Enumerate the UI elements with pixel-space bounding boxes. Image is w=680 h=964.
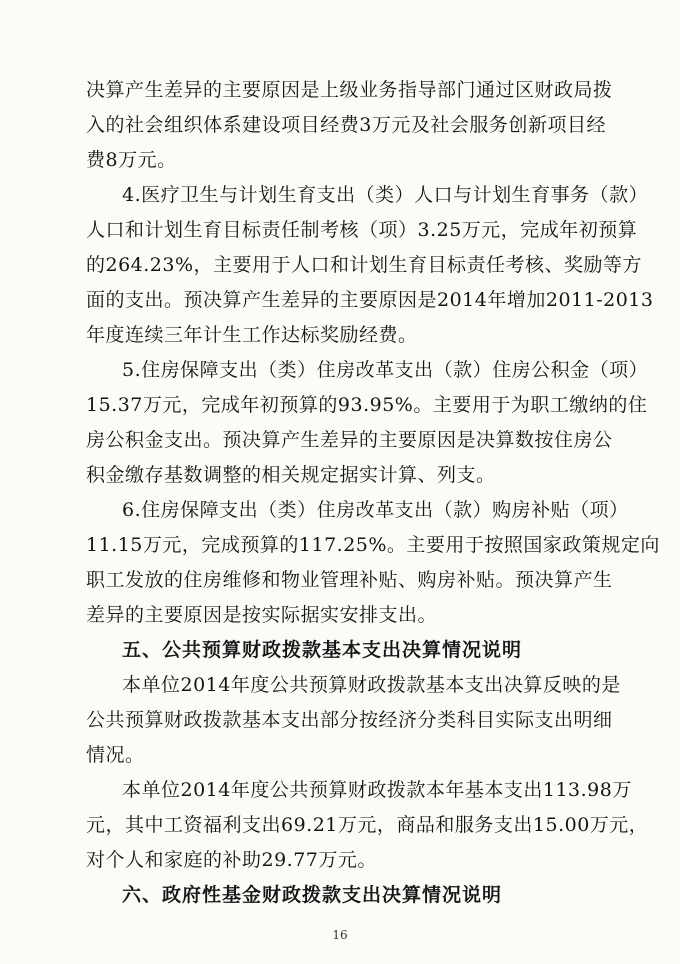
text-line: 房公积金支出。预决算产生差异的主要原因是决算数按住房公 [86,429,613,451]
text-line: 元，其中工资福利支出69.21万元，商品和服务支出15.00万元， [86,814,649,836]
text-line: 4.医疗卫生与计划生育支出（类）人口与计划生育事务（款） [122,184,649,206]
text-line: 15.37万元，完成年初预算的93.95%。主要用于为职工缴纳的住 [86,394,648,416]
text-line: 费8万元。 [86,149,177,171]
section-heading: 六、政府性基金财政拨款支出决算情况说明 [122,884,503,906]
text-line: 公共预算财政拨款基本支出部分按经济分类科目实际支出明细 [86,709,613,731]
text-line: 年度连续三年计生工作达标奖励经费。 [86,324,418,346]
text-line: 5.住房保障支出（类）住房改革支出（款）住房公积金（项） [122,359,649,381]
text-line: 积金缴存基数调整的相关规定据实计算、列支。 [86,464,496,486]
text-line: 的264.23%，主要用于人口和计划生育目标责任考核、奖励等方 [86,254,643,276]
text-line: 对个人和家庭的补助29.77万元。 [86,849,377,871]
text-line: 差异的主要原因是按实际据实安排支出。 [86,604,438,626]
text-line: 11.15万元，完成预算的117.25%。主要用于按照国家政策规定向 [86,534,660,556]
text-line: 面的支出。预决算产生差异的主要原因是2014年增加2011-2013 [86,289,654,311]
section-heading: 五、公共预算财政拨款基本支出决算情况说明 [122,639,523,661]
page-number: 16 [332,928,348,942]
text-line: 入的社会组织体系建设项目经费3万元及社会服务创新项目经 [86,114,606,136]
text-line: 本单位2014年度公共预算财政拨款基本支出决算反映的是 [122,674,621,696]
text-line: 决算产生差异的主要原因是上级业务指导部门通过区财政局拨 [86,79,613,101]
text-line: 本单位2014年度公共预算财政拨款本年基本支出113.98万 [122,779,632,801]
text-line: 6.住房保障支出（类）住房改革支出（款）购房补贴（项） [122,499,629,521]
text-line: 情况。 [86,744,145,766]
text-line: 人口和计划生育目标责任制考核（项）3.25万元，完成年初预算 [86,219,638,241]
text-line: 职工发放的住房维修和物业管理补贴、购房补贴。预决算产生 [86,569,613,591]
